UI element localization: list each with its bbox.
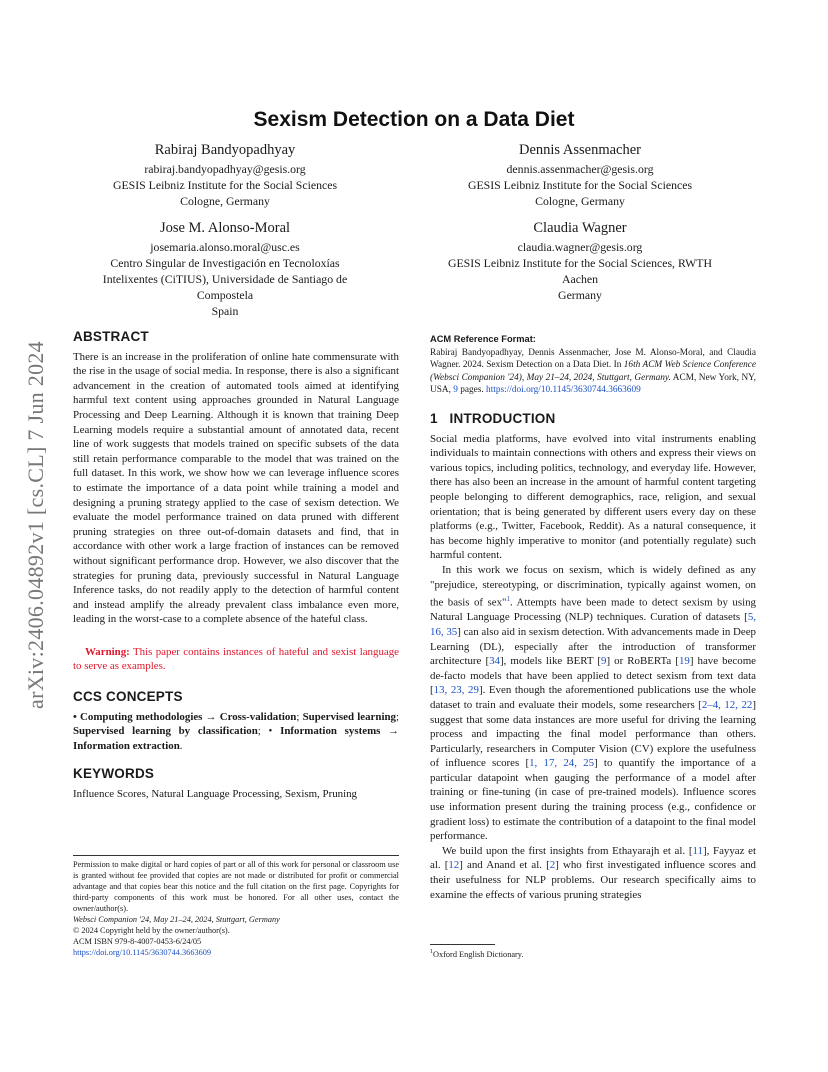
ccs-sep: . (179, 739, 183, 752)
warning-text: This paper contains instances of hateful and sexist language to serve as examples. (73, 645, 399, 673)
author-affiliation: Intelixentes (CiTIUS), Universidade de Santiago de (102, 272, 348, 286)
author-affiliation: GESIS Leibniz Institute for the Social Sciences (467, 178, 693, 192)
author-block-2 (420, 141, 740, 209)
text-span: ] suggest that some data instances are more useful for driving the learning process and impacting the final model performance than others. Particularly, researchers in Computer Vision (CV) explore the usefulness of influence scores [ (430, 698, 756, 770)
intro-heading: 1 INTRODUCTION (430, 411, 556, 426)
citation-link[interactable]: 2–4, 12, 22 (701, 698, 753, 711)
author-affiliation: Centro Singular de Investigación en Tecnoloxías (110, 256, 340, 270)
footnote-mark: 1 (430, 949, 433, 955)
content-warning (73, 645, 399, 674)
text-span: ] can also aid in sexism detection. With advancements made in Deep Learning (DL), especially after the introduction of transformer architecture [ (430, 625, 756, 668)
text-span: ], models like BERT [ (499, 655, 601, 668)
intro-paragraph-3 (430, 844, 756, 902)
ccs-concept: Information systems → Information extraction (73, 725, 399, 752)
ccs-concept: • Computing methodologies → Cross-validation (73, 710, 297, 723)
footnote (430, 947, 756, 960)
author-email: rabiraj.bandyopadhyay@gesis.org (144, 162, 306, 176)
author-name: Jose M. Alonso-Moral (159, 220, 291, 236)
ccs-concept: Supervised learning (302, 710, 396, 723)
citation-link[interactable]: 5, 16, 35 (430, 611, 756, 638)
keywords-heading: KEYWORDS (73, 766, 155, 782)
acm-ref-body (430, 347, 756, 397)
author-block-3 (80, 219, 370, 319)
text-span: ] or RoBERTa [ (606, 655, 679, 668)
left-column (73, 330, 399, 802)
permission-venue: Websci Companion '24, May 21–24, 2024, Stuttgart, Germany (73, 915, 280, 924)
warning-label: Warning: (85, 645, 130, 658)
author-location: Aachen (561, 272, 599, 286)
text-span: ] have become de-facto models that have been applied to detect sexism from text data [ (430, 655, 757, 697)
citation-link[interactable]: 11 (692, 844, 703, 857)
footnote-ref[interactable]: 1 (506, 595, 510, 604)
author-name: Claudia Wagner (533, 220, 627, 236)
citation-link[interactable]: 9 (601, 655, 607, 668)
author-name: Rabiraj Bandyopadhyay (154, 142, 296, 158)
author-email: dennis.assenmacher@gesis.org (506, 162, 654, 176)
permission-rule (73, 855, 399, 856)
acm-ref-authors: Rabiraj Bandyopadhyay, Dennis Assenmacher, Jose M. Alonso-Moral, and Claudia Wagner. 2024. Sexism Detection on a Data Diet. In (430, 347, 756, 371)
acm-ref-pages-suffix: pages. (457, 385, 487, 396)
author-location: Cologne, Germany (180, 194, 270, 208)
citation-link[interactable]: 12 (448, 859, 460, 872)
ccs-sep: ; • (257, 725, 281, 738)
text-span: . Attempts have been made to detect sexism by using Natural Language Processing (NLP) techniques. Curation of datasets [ (430, 596, 757, 624)
author-email: josemaria.alonso.moral@usc.es (150, 240, 300, 254)
abstract-heading: ABSTRACT (73, 329, 149, 344)
citation-link[interactable]: 13, 23, 29 (433, 684, 479, 697)
permission-doi-link[interactable]: https://doi.org/10.1145/3630744.3663609 (73, 948, 212, 957)
permission-block (73, 859, 399, 958)
footnote-text: Oxford English Dictionary. (433, 949, 524, 959)
citation-link[interactable]: 1, 17, 24, 25 (529, 757, 595, 770)
citation-link[interactable]: 19 (678, 655, 690, 668)
text-span: ] and Anand et al. [ (459, 859, 550, 872)
permission-copyright: © 2024 Copyright held by the owner/author(s). (73, 926, 230, 935)
author-block-4 (420, 219, 740, 303)
author-affiliation: GESIS Leibniz Institute for the Social Sciences, RWTH (447, 256, 713, 270)
author-location: Germany (558, 288, 602, 302)
author-affiliation: GESIS Leibniz Institute for the Social Sciences (112, 178, 338, 192)
paper-title: Sexism Detection on a Data Diet (253, 108, 575, 131)
footnote-rule (430, 944, 495, 945)
acm-ref-heading: ACM Reference Format: (430, 334, 536, 344)
ccs-concepts (73, 710, 399, 754)
author-location: Cologne, Germany (535, 194, 625, 208)
ccs-sep: ; (296, 710, 303, 723)
intro-paragraph-2 (430, 563, 756, 844)
author-name: Dennis Assenmacher (518, 142, 641, 158)
text-span: ], Fayyaz et al. [ (430, 844, 757, 872)
permission-isbn: ACM ISBN 979-8-4007-0453-6/24/05 (73, 937, 202, 946)
ccs-heading: CCS CONCEPTS (73, 689, 183, 705)
ccs-sep: ; (395, 710, 400, 723)
citation-link[interactable]: 34 (489, 655, 500, 668)
ccs-concept: Supervised learning by classification (73, 725, 258, 738)
acm-reference (430, 333, 756, 397)
text-span: We build upon the first insights from Ethayarajh et al. [ (442, 844, 693, 857)
intro-paragraph-1: Social media platforms, have evolved into vital instruments enabling individuals to maintain connections with others and express their views on various topics, including politics, technology, and everyday life. However, there has also been an increase in the amount of harmful content targeting people belonging to different demographics, race, religion, and sexual orientation; that is being generated by different users every day on these platforms (e.g., Twitter, Facebook, Reddit). As a natural consequence, it has become highly imperative to monitor (and potentially regulate) such harmful content. (430, 432, 756, 562)
text-span: ]. Even though the aforementioned publications use the whole dataset to train and evaluate their models, some researchers [ (430, 684, 757, 711)
arxiv-identifier: arXiv:2406.04892v1 [cs.CL] 7 Jun 2024 (23, 341, 48, 709)
text-span: ] who first investigated influence scores and their usefulness for NLP problems. Our research specifically aims to examine the effects of various pruning strategies (430, 859, 756, 901)
right-column (430, 412, 756, 902)
citation-link[interactable]: 2 (549, 859, 556, 872)
acm-ref-pages-link[interactable]: 9 (453, 385, 458, 396)
permission-text: Permission to make digital or hard copies of part or all of this work for personal or classroom use is granted without fee provided that copies are not made or distributed for profit or commercial advantage and that copies bear this notice and the full citation on the first page. Copyrights for third-party components of this work must be honored. For all other uses, contact the owner/author(s). (73, 860, 399, 913)
acm-ref-publisher: ACM, New York, NY, USA, (430, 372, 756, 396)
keywords-text: Influence Scores, Natural Language Processing, Sexism, Pruning (73, 788, 357, 801)
text-span: ] to quantify the importance of a particular datapoint when gauging the performance of a model after training or fine-tuning (in case of pre-trained models). Influence scores use information present during the training process (e.g., confidence or gradient loss) to estimate the contribution of a datapoint to the final model performance. (430, 757, 756, 843)
author-block-1 (80, 141, 370, 209)
acm-ref-doi-link[interactable]: https://doi.org/10.1145/3630744.3663609 (486, 385, 641, 396)
text-span: In this work we focus on sexism, which is widely defined as any "prejudice, stereotyping, or discrimination, typically against women, on the basis of sex" (430, 563, 756, 609)
author-location: Spain (211, 304, 239, 318)
author-affiliation: Compostela (196, 288, 254, 302)
abstract-text: There is an increase in the proliferation of online hate commensurate with the rise in the usage of social media. In response, there is also a significant advancement in the creation of automated tools aimed at identifying harmful text content using approaches grounded in Natural Language Processing and Deep Learning. Although it is known that training Deep Learning models require a substantial amount of annotated data, recent line of work suggests that models trained on specific subsets of the data still retain performance comparable to the model that was trained on the full dataset. In this work, we show how we can leverage influence scores to estimate the importance of a data point while training a model and designing a pruning strategy applied to the case of sexism detection. We evaluate the model performance trained on data pruned with different pruning strategies on three out-of-domain datasets and find, that in accordance with other work a large fraction of instances can be removed without significant performance drop. However, we also discover that the strategies for pruning data, previously successful in Natural Language Inference tasks, do not readily apply to the detection of harmful content and instead amplify the already prevalent class imbalance even more, leading in the worst-case to a complete absence of the hateful class. (73, 350, 399, 626)
author-email: claudia.wagner@gesis.org (517, 240, 643, 254)
acm-ref-venue: 16th ACM Web Science Conference (Websci Companion '24), May 21–24, 2024, Stuttgart, Germany. (430, 360, 756, 383)
